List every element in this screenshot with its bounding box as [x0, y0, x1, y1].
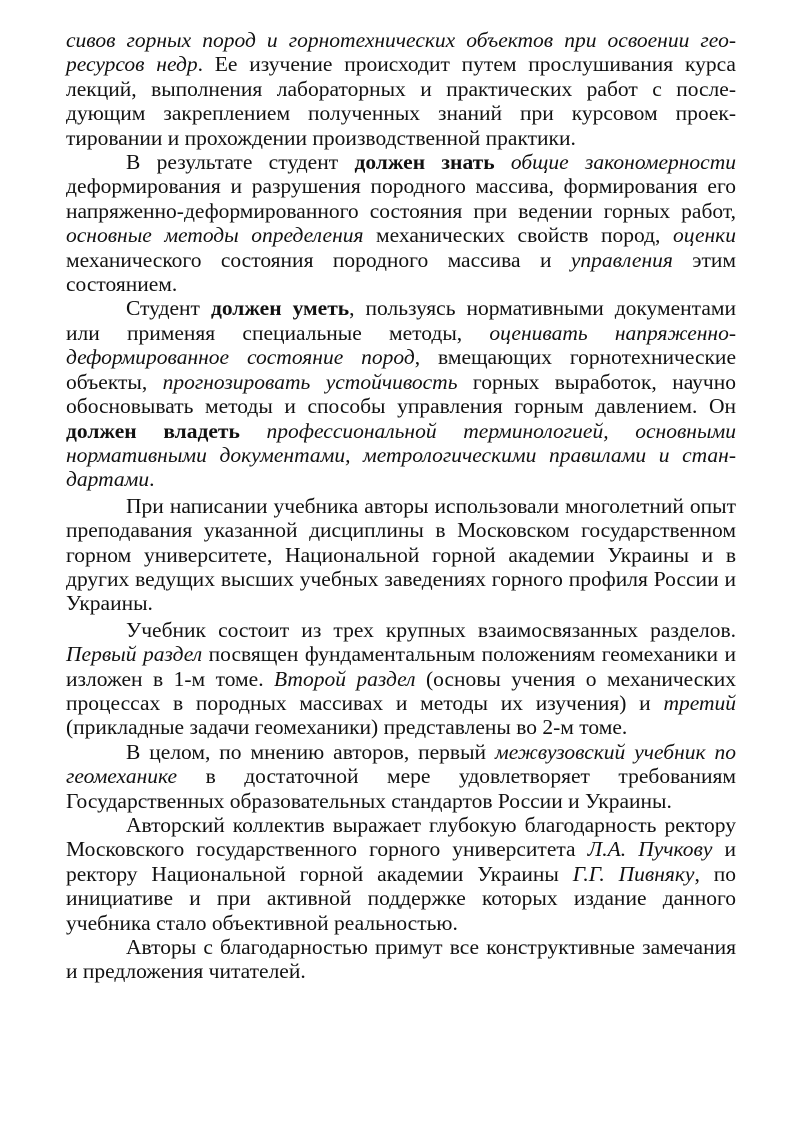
- text-segment: Первый раздел: [66, 642, 203, 667]
- text-segment: третий: [663, 690, 736, 715]
- text-segment: профессиональной терминологией, основными нормативными документами, метрологическими правилами и стандартами: [66, 418, 736, 492]
- text-segment: общие закономерности: [510, 150, 737, 175]
- text-segment: (основы учения о механических процессах в породных массивах и методы их изучения) и: [66, 666, 736, 715]
- paragraph-reader-feedback: [66, 935, 736, 984]
- text-segment: деформирования и разрушения породного массива, формирования его напряженно-деформированного состояния при ведении горных работ,: [66, 174, 736, 223]
- text-segment: (прикладные задачи геомеханики) представлены во 2-м томе.: [66, 715, 628, 740]
- text-segment: В целом, по мнению авторов, первый: [126, 739, 495, 764]
- paragraph-authors-experience: [66, 494, 736, 616]
- text-segment: основные методы определения: [66, 223, 364, 248]
- text-segment: прогнозировать устойчивость: [162, 369, 458, 394]
- text-segment: Л.А. Пучкову: [587, 837, 713, 862]
- text-segment: межвузовский учебник по геомеханике: [66, 739, 736, 789]
- paragraph-student-must-be-able: [66, 296, 736, 491]
- text-segment: и ректору Национальной горной академии Украины: [66, 837, 736, 886]
- text-segment: , вмещающих горнотехнические объекты,: [66, 345, 736, 394]
- paragraph-standards-compliance: [66, 740, 736, 813]
- text-segment: этим состоянием.: [66, 247, 736, 297]
- text-segment: в достаточной мере удовлетворяет требованиям Государственных образовательных стандартов России и Украины.: [66, 764, 736, 813]
- document-page: [66, 28, 736, 984]
- paragraph-textbook-structure: [66, 618, 736, 740]
- text-segment: . Ее изучение происходит путем прослушивания курса лекций, выполнения лабораторных и практических работ с последующим закреплением полученных знаний при курсовом проектировании и прохождении производственной практики.: [66, 52, 736, 150]
- text-segment: Авторы с благодарностью примут все конструктивные замечания и предложения читателей.: [66, 935, 736, 984]
- paragraph-acknowledgements: [66, 813, 736, 935]
- text-segment: управления: [570, 247, 673, 272]
- text-segment: , по инициативе и при активной поддержке которых издание данного учебника стало объективной реальностью.: [66, 861, 736, 935]
- text-segment: механических свойств пород,: [363, 223, 673, 248]
- text-segment: механического состояния породного массива и: [66, 247, 571, 272]
- text-segment: Авторский коллектив выражает глубокую благодарность ректору Московского государственного горного университета: [66, 813, 736, 862]
- text-segment: Учебник состоит из трех крупных взаимосвязанных разделов.: [126, 617, 736, 642]
- text-segment: Г.Г. Пивняку: [572, 861, 695, 886]
- paragraph-student-must-know: [66, 150, 736, 296]
- text-segment: сивов горных пород и горнотехнических объектов при освоении георесурсов недр: [66, 28, 736, 77]
- text-segment: должен уметь: [210, 296, 350, 321]
- text-segment: [240, 419, 267, 443]
- text-segment: должен знать: [354, 150, 495, 175]
- text-segment: .: [149, 467, 155, 492]
- text-segment: , пользуясь нормативными документами или применяя специальные методы,: [66, 296, 736, 345]
- text-segment: При написании учебника авторы использовали многолетний опыт преподавания указанной дисциплины в Московском государственном горном университете, Национальной горной академии Украины и в других ведущих высших учебных заведениях горного профиля России и Украины.: [66, 493, 736, 616]
- text-segment: должен владеть: [66, 418, 240, 443]
- text-segment: В результате студент: [126, 150, 355, 175]
- text-segment: посвящен фундаментальным положениям геомеханики и изложен в 1-м томе.: [66, 642, 737, 691]
- text-segment: горных выработок, научно обосновывать методы и способы управления горным давлением. Он: [66, 369, 736, 419]
- text-segment: [495, 150, 511, 174]
- text-segment: Второй раздел: [274, 666, 416, 691]
- paragraph-course-description: [66, 28, 736, 150]
- text-segment: оценки: [672, 223, 736, 248]
- text-segment: оценивать напряженно-деформированное состояние пород: [66, 320, 736, 370]
- text-segment: Студент: [126, 296, 211, 321]
